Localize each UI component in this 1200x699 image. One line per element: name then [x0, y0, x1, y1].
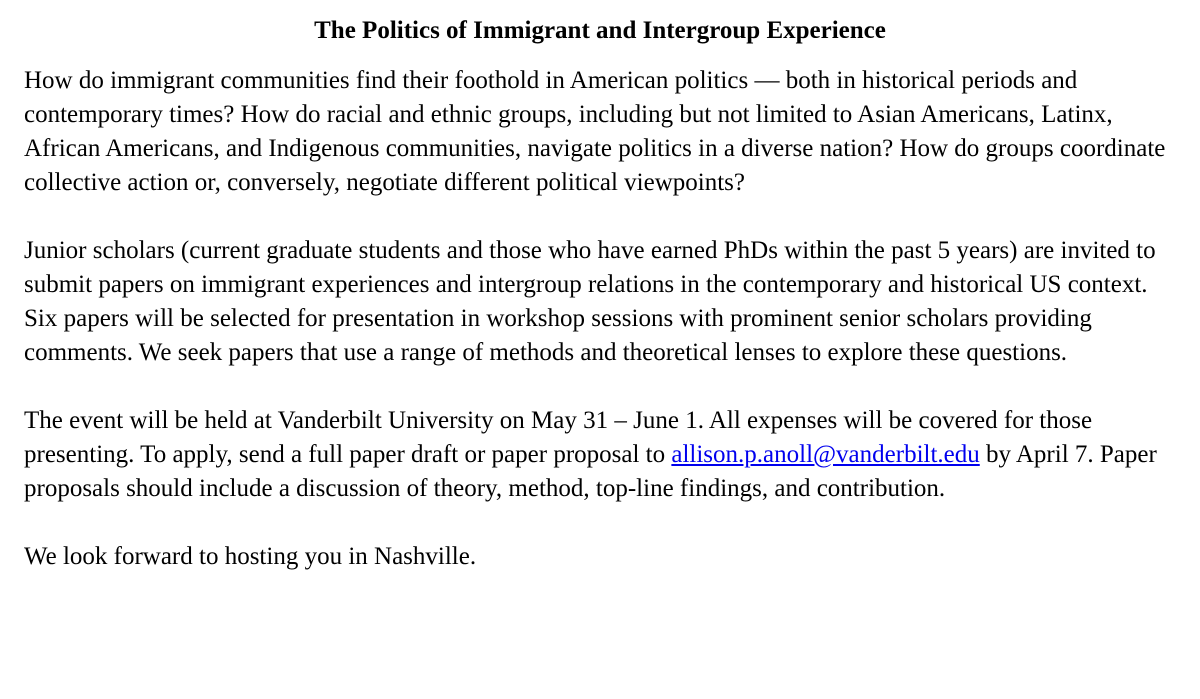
paragraph-event-details: [24, 404, 1176, 506]
paragraph-call-for-papers: Junior scholars (current graduate students and those who have earned PhDs within the past 5 years) are invited to submit papers on immigrant experiences and intergroup relations in the contemporary and historical US context. Six papers will be selected for presentation in workshop sessions with prominent senior scholars providing comments. We seek papers that use a range of methods and theoretical lenses to explore these questions.: [24, 237, 1156, 366]
email-link[interactable]: allison.p.anoll@vanderbilt.edu: [671, 441, 980, 468]
paragraph-closing: We look forward to hosting you in Nashville.: [24, 543, 477, 570]
event-details-text-continued: by April 7. Paper proposals should include a discussion of theory, method, top-line findings, and contribution.: [24, 441, 1157, 502]
document-title: The Politics of Immigrant and Intergroup Experience: [314, 17, 886, 44]
paragraph-questions: How do immigrant communities find their foothold in American politics — both in historical periods and contemporary times? How do racial and ethnic groups, including but not limited to Asian Americans, Latinx, African Americans, and Indigenous communities, navigate politics in a diverse nation? How do groups coordinate collective action or, conversely, negotiate different political viewpoints?: [24, 67, 1166, 196]
event-details-text: The event will be held at Vanderbilt University on May 31 – June 1. All expenses will be covered for those presenting. To apply, send a full paper draft or paper proposal to: [24, 407, 1093, 468]
